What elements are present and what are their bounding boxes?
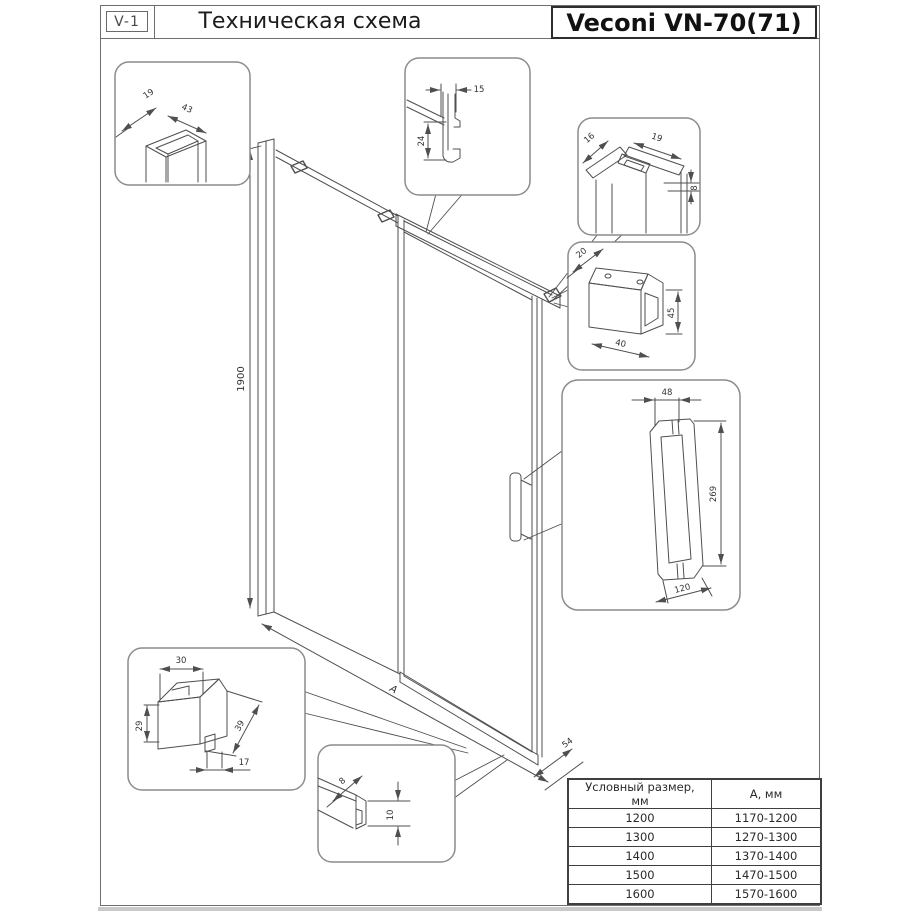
callout-guide-box	[128, 648, 305, 790]
dim-main-width: A	[387, 683, 399, 697]
product-name-box	[551, 6, 817, 39]
dim-corner-19: 19	[649, 131, 664, 145]
dim-top-rail-15: 15	[473, 85, 485, 95]
cell-size: 1600	[568, 885, 712, 905]
dim-corner-8: 8	[690, 185, 700, 191]
dim-corner-16: 16	[582, 131, 598, 146]
product-name: Veconi VN-70(71)	[566, 8, 802, 37]
top-rail	[396, 214, 561, 308]
technical-drawing	[100, 39, 820, 905]
table-row	[568, 885, 821, 905]
doc-code-badge	[106, 11, 148, 32]
dim-handle-120: 120	[673, 582, 692, 596]
fixed-glass-panel	[274, 150, 404, 676]
dim-strip-8: 8	[337, 775, 349, 788]
dim-roller-45: 45	[667, 307, 677, 319]
cell-size: 1500	[568, 866, 712, 885]
callout-wall-profile-box	[115, 62, 250, 185]
cell-size: 1400	[568, 847, 712, 866]
size-table-header-a: А, мм	[712, 779, 822, 809]
callout-bottom-strip-box	[318, 745, 455, 862]
dim-guide-29: 29	[135, 720, 145, 732]
dim-wall-profile-19: 19	[141, 87, 157, 102]
cell-size: 1200	[568, 809, 712, 828]
table-row	[568, 866, 821, 885]
page-title: Техническая схема	[198, 9, 422, 34]
dim-roller-20: 20	[574, 246, 590, 261]
dim-guide-30: 30	[175, 656, 187, 666]
cell-a: 1170-1200	[712, 809, 822, 828]
wall-profile	[258, 139, 274, 616]
cell-a: 1370-1400	[712, 847, 822, 866]
dim-handle-269: 269	[709, 485, 719, 503]
table-row	[568, 809, 821, 828]
table-row	[568, 828, 821, 847]
size-table-header-size: Условный размер, мм	[568, 779, 712, 809]
dim-roller-40: 40	[614, 337, 627, 351]
cell-a: 1570-1600	[712, 885, 822, 905]
dim-handle-48: 48	[661, 388, 673, 398]
cell-a: 1270-1300	[712, 828, 822, 847]
callout-top-rail-box	[405, 58, 530, 195]
size-table-header-row	[568, 779, 821, 809]
doc-code-label: V-1	[114, 13, 140, 30]
cell-size: 1300	[568, 828, 712, 847]
dim-main-height: 1900	[236, 366, 247, 392]
cell-a: 1470-1500	[712, 866, 822, 885]
size-table	[567, 778, 822, 905]
doc-code-cell	[100, 5, 155, 39]
table-row	[568, 847, 821, 866]
dim-guide-17: 17	[238, 758, 250, 768]
dim-guide-39: 39	[233, 718, 248, 734]
page-bottom-shadow	[98, 907, 822, 911]
dim-top-rail-24: 24	[417, 135, 427, 147]
dim-wall-profile-43: 43	[179, 102, 194, 116]
dim-main-depth: 54	[560, 736, 576, 751]
door-handle	[510, 473, 531, 541]
dim-strip-10: 10	[386, 809, 396, 821]
